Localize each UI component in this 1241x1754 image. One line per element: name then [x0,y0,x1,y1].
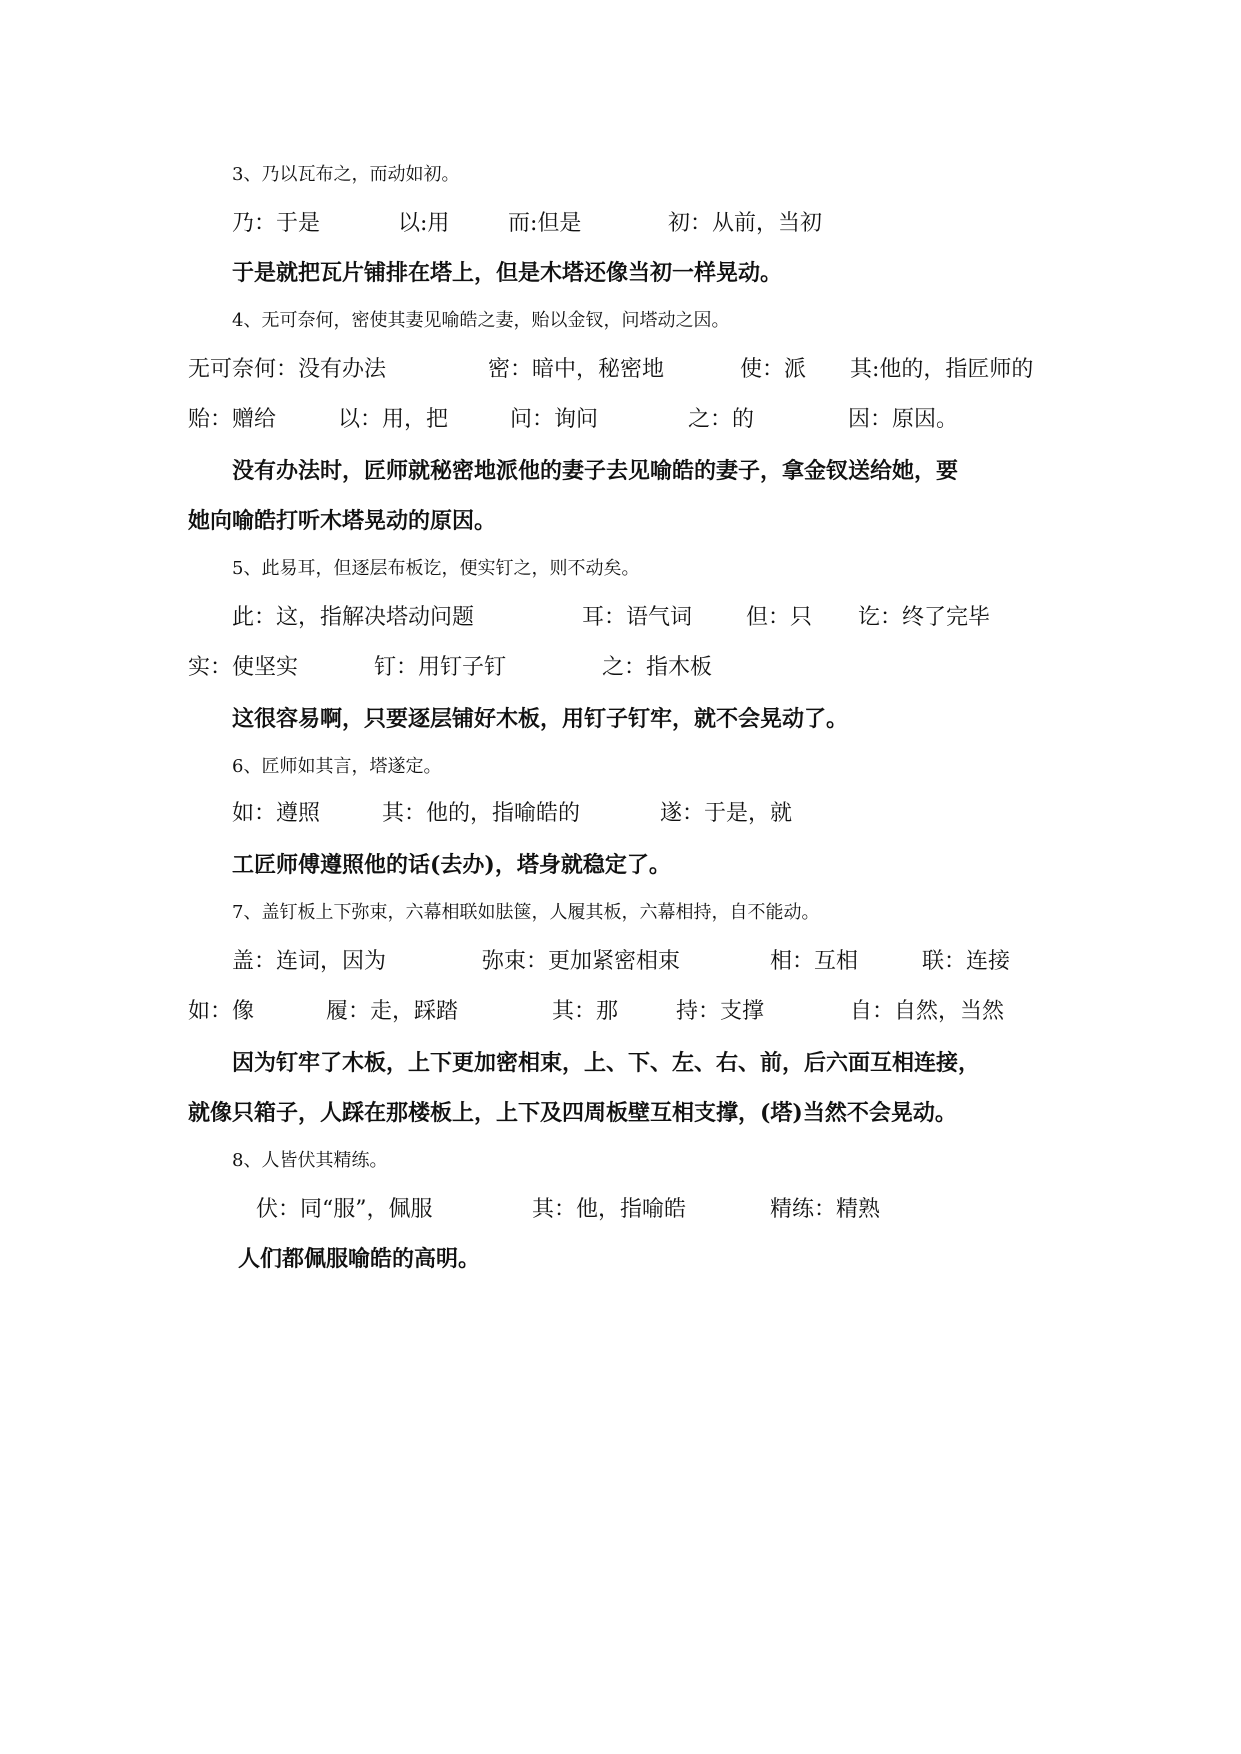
gloss-item: 相：互相 [770,949,859,974]
gloss-item: 使：派 [740,357,807,382]
gloss-item: 乃：于是 [232,211,321,236]
gloss-item: 而:但是 [508,211,582,236]
translation-4-line-1: 没有办法时，匠师就秘密地派他的妻子去见喻皓的妻子，拿金钗送给她，要 [232,458,959,484]
gloss-item: 贻：赠给 [188,407,277,432]
question-5: 5、此易耳，但逐层布板讫，便实钉之，则不动矣。 [232,558,640,579]
gloss-item: 问：询问 [510,407,599,432]
translation-8: 人们都佩服喻皓的高明。 [238,1246,481,1272]
question-6: 6、匠师如其言，塔遂定。 [232,756,442,777]
gloss-item: 实：使坚实 [188,655,299,680]
translation-5: 这很容易啊，只要逐层铺好木板，用钉子钉牢，就不会晃动了。 [232,706,849,732]
gloss-item: 自：自然，当然 [850,999,1005,1024]
gloss-item: 钉：用钉子钉 [374,655,507,680]
gloss-item: 如：像 [188,999,255,1024]
gloss-item: 耳：语气词 [582,605,693,630]
gloss-item: 但：只 [746,605,813,630]
gloss-item: 密：暗中，秘密地 [488,357,665,382]
gloss-item: 持：支撑 [676,999,765,1024]
translation-7-line-1: 因为钉牢了木板，上下更加密相束，上、下、左、右、前，后六面互相连接， [232,1050,981,1076]
gloss-item: 遂：于是，就 [660,801,793,826]
gloss-item: 以:用 [398,211,450,236]
gloss-item: 之：指木板 [602,655,713,680]
gloss-item: 以：用，把 [338,407,449,432]
gloss-item: 其：他的，指喻皓的 [382,801,581,826]
gloss-item: 其:他的，指匠师的 [850,357,1034,382]
gloss-item: 讫：终了完毕 [858,605,991,630]
translation-7-line-2: 就像只箱子，人踩在那楼板上，上下及四周板壁互相支撑，(塔)当然不会晃动。 [188,1100,957,1126]
question-7: 7、盖钉板上下弥束，六幕相联如胠箧，人履其板，六幕相持，自不能动。 [232,902,820,923]
gloss-item: 初：从前，当初 [668,211,823,236]
gloss-item: 伏：同“服”，佩服 [256,1197,433,1222]
translation-3: 于是就把瓦片铺排在塔上，但是木塔还像当初一样晃动。 [232,260,783,286]
gloss-item: 如：遵照 [232,801,321,826]
question-3: 3、乃以瓦布之，而动如初。 [232,164,460,185]
question-4: 4、无可奈何，密使其妻见喻皓之妻，贻以金钗，问塔动之因。 [232,310,730,331]
gloss-item: 联：连接 [922,949,1011,974]
gloss-item: 之：的 [688,407,755,432]
gloss-item: 弥束：更加紧密相束 [482,949,681,974]
gloss-item: 盖：连词，因为 [232,949,387,974]
gloss-item: 其：他，指喻皓 [532,1197,687,1222]
translation-6: 工匠师傅遵照他的话(去办)，塔身就稳定了。 [232,852,671,878]
question-8: 8、人皆伏其精练。 [232,1150,388,1171]
gloss-item: 精练：精熟 [770,1197,881,1222]
translation-4-line-2: 她向喻皓打听木塔晃动的原因。 [188,508,497,534]
gloss-item: 无可奈何：没有办法 [188,357,387,382]
gloss-item: 其：那 [552,999,619,1024]
gloss-item: 履：走，踩踏 [326,999,459,1024]
gloss-item: 此：这，指解决塔动问题 [232,605,475,630]
gloss-item: 因：原因。 [848,407,959,432]
